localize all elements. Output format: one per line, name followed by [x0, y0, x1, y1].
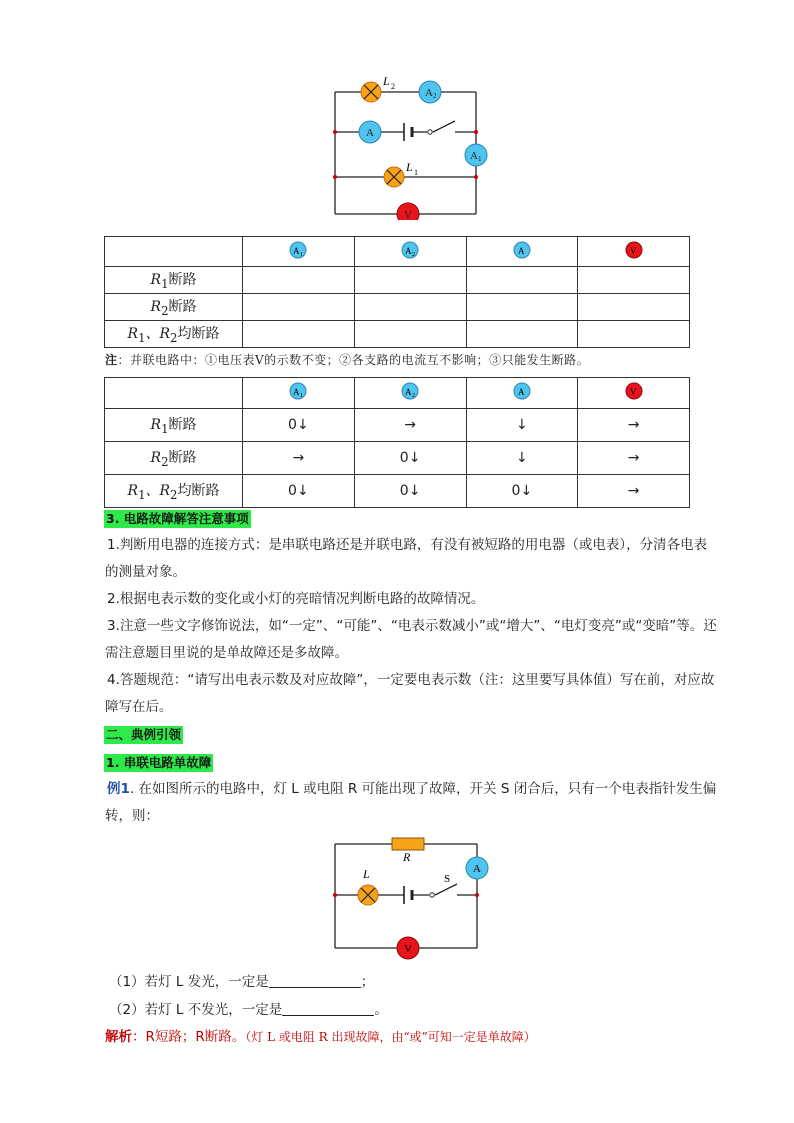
lamp-l2-label: L: [383, 74, 390, 88]
solution-explanation: （灯 L 或电阻 R 出现故障，由“或”可知一定是单故障）: [245, 1030, 536, 1044]
table-cell: 0↓: [466, 475, 578, 508]
svg-text:A: A: [405, 245, 412, 256]
svg-text:1: 1: [300, 393, 304, 399]
table-row: $R_2$断路: [105, 294, 690, 321]
table-row: $R_1$、$R_2$均断路 0↓ 0↓ 0↓ →: [105, 475, 690, 508]
svg-text:2: 2: [412, 393, 416, 399]
note-text: ：并联电路中：①电压表V的示数不变；②各支路的电流互不影响；③只能发生断路。: [117, 353, 590, 367]
answer-blank[interactable]: [269, 973, 361, 988]
table-row: $R_1$断路 0↓ → ↓ →: [105, 409, 690, 442]
voltmeter-icon: [625, 241, 643, 259]
ammeter-a-label: A: [366, 127, 374, 139]
lamp-l1-label: L: [406, 160, 413, 174]
svg-text:A: A: [405, 387, 412, 397]
subheading-series-single-fault: 1. 串联电路单故障: [106, 755, 212, 770]
ammeter-a2-label: A: [425, 87, 433, 99]
note-line: [105, 351, 725, 368]
fault-table-answers: [104, 377, 690, 508]
table-cell: ↓: [466, 409, 578, 442]
ammeter-a2-subscript: 2: [433, 92, 437, 100]
table-row: $R_2$断路 → 0↓ ↓ →: [105, 442, 690, 475]
table-header-row: [105, 237, 690, 267]
svg-text:A: A: [293, 387, 300, 397]
voltmeter-icon: [625, 382, 643, 400]
solution-label: 解析: [105, 1029, 132, 1045]
solution-answer: ：R短路；R断路。: [132, 1029, 246, 1045]
ammeter-a-icon: [513, 241, 531, 259]
note-prefix: 注: [105, 353, 118, 367]
table-cell: 0↓: [354, 442, 466, 475]
table-cell: →: [243, 442, 355, 475]
ammeter-a2-icon: [401, 382, 419, 400]
table-cell: 0↓: [243, 475, 355, 508]
switch-label: S: [444, 873, 451, 885]
parallel-circuit-diagram: [325, 70, 495, 220]
lamp-l2-icon: [361, 82, 381, 102]
ammeter-a1-label: A: [470, 150, 478, 162]
svg-text:A: A: [517, 387, 525, 397]
answer-blank[interactable]: [282, 1001, 374, 1016]
section-heading-3: 3. 电路故障解答注意事项: [106, 511, 249, 526]
series-circuit-diagram: [325, 830, 495, 962]
fault-table-blank: [104, 236, 690, 348]
resistor-label: R: [403, 850, 411, 864]
voltmeter-label: V: [404, 943, 412, 955]
table-cell: →: [578, 442, 690, 475]
paragraph-2: 2.根据电表示数的变化或小灯的亮暗情况判断电路的故障情况。: [107, 591, 485, 607]
ammeter-label: A: [473, 863, 481, 875]
table-cell: 0↓: [243, 409, 355, 442]
table-row: $R_1$断路: [105, 267, 690, 294]
example-body: . 在如图所示的电路中，灯 L 或电阻 R 可能出现了故障，开关 S 闭合后，只有一个电表指针发生偏转，则：: [105, 781, 717, 824]
table-cell: →: [578, 409, 690, 442]
ammeter-a1-icon: [289, 382, 307, 400]
solution-line: [105, 1025, 536, 1045]
table-cell: 0↓: [354, 475, 466, 508]
svg-text:V: V: [629, 387, 637, 397]
svg-text:V: V: [629, 245, 637, 256]
lamp-l2-subscript: 2: [391, 82, 395, 91]
example-label: 例1: [107, 781, 130, 797]
paragraph-4: 4.答题规范：“请写出电表示数及对应故障”，一定要电表示数（注：这里要写具体值）写在前，对应故障写在后。: [105, 672, 715, 715]
example-1-text: [105, 776, 720, 830]
ammeter-a2-icon: [401, 241, 419, 259]
voltmeter-label: V: [404, 209, 412, 220]
svg-text:A: A: [517, 245, 525, 256]
lamp-l1-icon: [384, 167, 404, 187]
svg-text:A: A: [293, 245, 300, 256]
lamp-icon: [358, 885, 378, 905]
table-row: $R_1$、$R_2$均断路: [105, 321, 690, 348]
svg-text:1: 1: [300, 251, 304, 258]
resistor-icon: [392, 838, 424, 850]
ammeter-a1-subscript: 1: [478, 155, 482, 163]
table-cell: →: [354, 409, 466, 442]
table-header-row: [105, 378, 690, 409]
lamp-label: L: [363, 867, 370, 881]
question-2: （2）若灯 L 不发光，一定是 。: [109, 1002, 388, 1018]
question-1: （1）若灯 L 发光，一定是 ；: [109, 974, 375, 990]
table-cell: ↓: [466, 442, 578, 475]
ammeter-a-icon: [513, 382, 531, 400]
ammeter-a1-icon: [289, 241, 307, 259]
paragraph-3: 3.注意一些文字修饰说法，如“一定”、“可能”、“电表示数减小”或“增大”、“电灯变亮”或“变暗”等。还需注意题目里说的是单故障还是多故障。: [105, 618, 717, 661]
lamp-l1-subscript: 1: [414, 168, 418, 177]
table-cell: →: [578, 475, 690, 508]
svg-text:2: 2: [412, 251, 416, 258]
section-heading-examples: 二、典例引领: [106, 727, 182, 742]
paragraph-1: 1.判断用电器的连接方式：是串联电路还是并联电路，有没有被短路的用电器（或电表），分清各电表的测量对象。: [105, 537, 708, 580]
